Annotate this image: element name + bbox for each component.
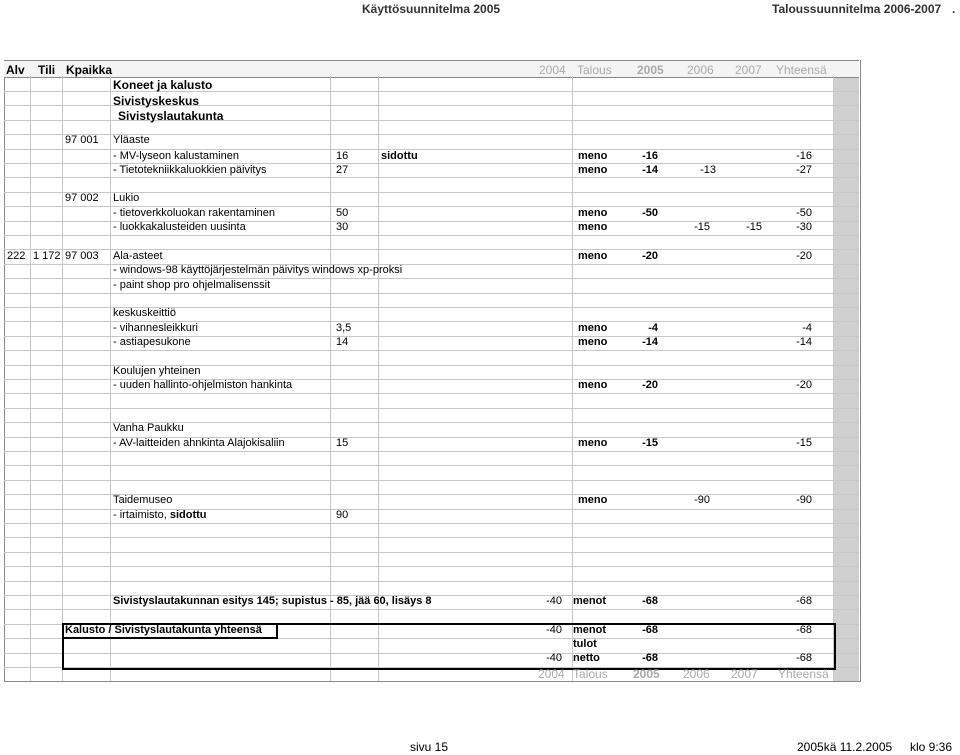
row18-text: [113, 509, 207, 521]
grid-vline: [330, 76, 331, 681]
row17-total: -90: [796, 494, 812, 506]
row6-total: -30: [796, 221, 812, 233]
row1-text: Yläaste: [113, 134, 150, 146]
row5-n: 50: [336, 207, 349, 219]
row16-total: -15: [796, 437, 812, 449]
row1-kp: 97 001: [65, 134, 99, 146]
row7-alv: 222: [7, 250, 26, 262]
row7-total: -20: [796, 250, 812, 262]
title-sivistyskeskus: Sivistyskeskus: [113, 94, 200, 108]
row3-total: -27: [796, 164, 812, 176]
summary-tulot-type: tulot: [573, 638, 597, 650]
row16-type: meno: [578, 437, 608, 449]
row2-type: meno: [578, 150, 608, 162]
row3-2006: -13: [700, 164, 716, 176]
col-talous: Talous: [577, 63, 612, 77]
row14-total: -20: [796, 379, 812, 391]
grid-hline: [4, 393, 859, 394]
summary-netto-2005: -68: [642, 652, 658, 664]
row7-text: Ala-asteet: [113, 250, 163, 262]
footer-col-2005: 2005: [633, 667, 660, 681]
page-header-left-title: Käyttösuunnitelma 2005: [362, 2, 501, 16]
row6-type: meno: [578, 221, 608, 233]
row6-text: - luokkakalusteiden uusinta: [113, 221, 246, 233]
footer-col-2004: 2004: [538, 667, 565, 681]
grid-hline: [4, 465, 859, 466]
row16-2005: -15: [642, 437, 658, 449]
row17-2006: -90: [694, 494, 710, 506]
col-2007: 2007: [735, 63, 762, 77]
col-yhteensa: Yhteensä: [776, 63, 827, 77]
row2-text: - MV-lyseon kalustaminen: [113, 150, 239, 162]
grid-hline: [4, 235, 859, 236]
row12-2005: -14: [642, 336, 658, 348]
row18-n: 90: [336, 509, 349, 521]
row14-text: - uuden hallinto-ohjelmiston hankinta: [113, 379, 293, 391]
row19-text: Sivistyslautakunnan esitys 145; supistus - 85, jää 60, lisäys 8: [113, 595, 432, 607]
grid-hline: [4, 552, 859, 553]
row11-total: -4: [802, 322, 812, 334]
footer-date: 2005kä 11.2.2005: [797, 740, 893, 754]
row3-2005: -14: [642, 164, 658, 176]
grid-hline: [4, 451, 859, 452]
row5-2005: -50: [642, 207, 658, 219]
row10-text: keskuskeittiö: [113, 307, 176, 319]
row2-total: -16: [796, 150, 812, 162]
row17-text: Taidemuseo: [113, 494, 173, 506]
row16-n: 15: [336, 437, 349, 449]
summary-menot-talous: -40: [546, 624, 562, 636]
row5-text: - tietoverkkoluokan rakentaminen: [113, 207, 276, 219]
title-sivistyslautakunta: Sivistyslautakunta: [118, 109, 224, 123]
row7-type: meno: [578, 250, 608, 262]
col-tili: Tili: [38, 63, 56, 77]
col-2006: 2006: [687, 63, 714, 77]
title-koneet: Koneet ja kalusto: [113, 78, 213, 92]
footer-col-2007: 2007: [731, 667, 758, 681]
row7-tili: 1 172: [33, 250, 61, 262]
row2-n: 16: [336, 150, 349, 162]
summary-menot-2005: -68: [642, 624, 658, 636]
footer-time: klo 9:36: [910, 740, 953, 754]
grid-vline: [62, 76, 63, 681]
summary-netto-talous: -40: [546, 652, 562, 664]
row19-talous: -40: [546, 595, 562, 607]
row12-type: meno: [578, 336, 608, 348]
grid-vline: [30, 76, 31, 681]
grid-hline: [4, 523, 859, 524]
row12-total: -14: [796, 336, 812, 348]
row11-n: 3,5: [336, 322, 352, 334]
row2-status: sidottu: [381, 150, 418, 162]
row19-2005: -68: [642, 595, 658, 607]
summary-netto-total: -68: [796, 652, 812, 664]
row12-n: 14: [336, 336, 349, 348]
summary-netto-type: netto: [573, 652, 600, 664]
col-kpaikka: Kpaikka: [66, 63, 113, 77]
row12-text: - astiapesukone: [113, 336, 191, 348]
grid-hline: [4, 537, 859, 538]
footer-col-yhteensa: Yhteensä: [778, 667, 829, 681]
grid-vline: [572, 76, 573, 681]
row14-2005: -20: [642, 379, 658, 391]
grid-vline: [833, 76, 834, 681]
row3-n: 27: [336, 164, 349, 176]
row11-2005: -4: [648, 322, 658, 334]
row18-text-main: - irtaimisto,: [113, 509, 170, 521]
grid-hline: [4, 350, 859, 351]
summary-label: Kalusto / Sivistyslautakunta yhteensä: [65, 624, 262, 636]
col-2004: 2004: [539, 63, 566, 77]
row14-type: meno: [578, 379, 608, 391]
row4-kp: 97 002: [65, 192, 99, 204]
row7-2005: -20: [642, 250, 658, 262]
row7-kp: 97 003: [65, 250, 99, 262]
summary-menot-total: -68: [796, 624, 812, 636]
row4-text: Lukio: [113, 192, 140, 204]
page-header-dot: .: [952, 2, 956, 16]
row2-2005: -16: [642, 150, 658, 162]
row3-text: - Tietotekniikkaluokkien päivitys: [113, 164, 267, 176]
row5-type: meno: [578, 207, 608, 219]
grid-vline: [110, 76, 111, 681]
grid-hline: [4, 177, 859, 178]
row6-2006: -15: [694, 221, 710, 233]
page-header-right-title: Taloussuunnitelma 2006-2007: [772, 2, 942, 16]
row6-2007: -15: [746, 221, 762, 233]
row9-text: - paint shop pro ohjelmalisenssit: [113, 279, 271, 291]
row6-n: 30: [336, 221, 349, 233]
row19-total: -68: [796, 595, 812, 607]
row11-type: meno: [578, 322, 608, 334]
row3-type: meno: [578, 164, 608, 176]
col-alv: Alv: [6, 63, 25, 77]
footer-col-2006: 2006: [683, 667, 710, 681]
col-2005: 2005: [637, 63, 664, 77]
grid-hline: [4, 566, 859, 567]
grid-hline: [4, 480, 859, 481]
footer-page: sivu 15: [410, 740, 449, 754]
row15-text: Vanha Paukku: [113, 422, 184, 434]
grid-hline: [4, 293, 859, 294]
grid-hline: [4, 581, 859, 582]
row5-total: -50: [796, 207, 812, 219]
summary-menot-type: menot: [573, 624, 606, 636]
row11-text: - vihannesleikkuri: [113, 322, 198, 334]
row18-status: sidottu: [169, 509, 207, 521]
grid-vline: [378, 76, 379, 681]
grid-hline: [4, 609, 859, 610]
grid-hline: [4, 408, 859, 409]
row16-text: - AV-laitteiden ahnkinta Alajokisaliin: [113, 437, 285, 449]
row19-type: menot: [573, 595, 606, 607]
footer-col-talous: Talous: [573, 667, 608, 681]
row13-text: Koulujen yhteinen: [113, 365, 201, 377]
row8-text: - windows-98 käyttöjärjestelmän päivitys windows xp-proksi: [113, 264, 403, 276]
column-header: [4, 60, 859, 78]
row17-type: meno: [578, 494, 608, 506]
